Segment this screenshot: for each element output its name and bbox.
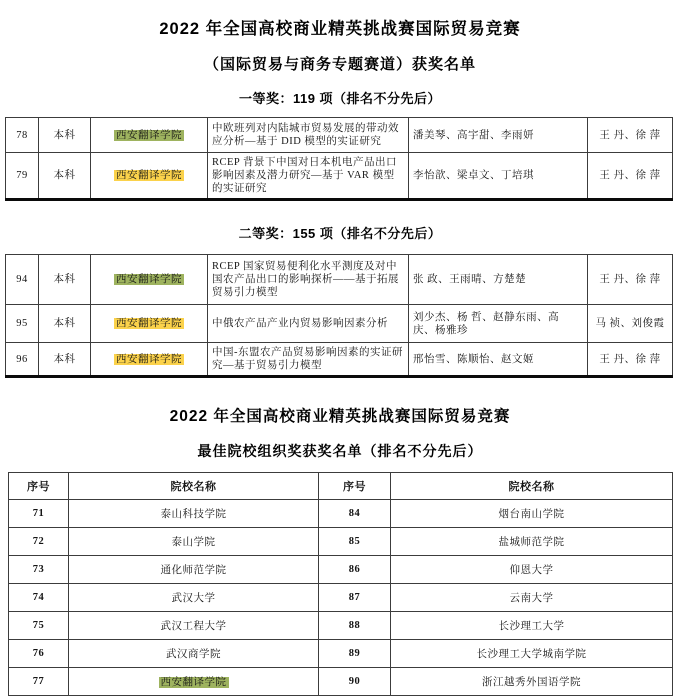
row-number: 73 [9,556,69,584]
track-subtitle: （国际贸易与商务专题赛道）获奖名单 [203,56,476,73]
school-name: 通化师范学院 [69,556,319,584]
row-number: 78 [6,118,39,153]
school-name-cell [91,153,208,200]
table-row [6,153,673,200]
school-name: 武汉商学院 [69,640,319,668]
school-name: 泰山科技学院 [69,500,319,528]
highlighted-school-name: 西安翻译学院 [116,129,182,141]
degree-level: 本科 [39,343,91,377]
table-row [9,612,673,640]
row-number: 75 [9,612,69,640]
table-row [9,640,673,668]
school-name: 长沙理工大学城南学院 [391,640,673,668]
school-name-cell [91,255,208,305]
table-row [9,556,673,584]
second-prize-table [5,254,673,378]
student-names: 张 政、王雨晴、方楚楚 [409,255,588,305]
competition-title: 2022 年全国高校商业精英挑战赛国际贸易竞赛 [159,20,521,38]
school-name-cell [91,305,208,343]
org-award-subtitle: 最佳院校组织奖获奖名单（排名不分先后） [197,443,483,459]
first-prize-heading: 一等奖：119 项（排名不分先后） [238,91,442,106]
table-row [6,343,673,377]
school-name: 烟台南山学院 [391,500,673,528]
row-number: 89 [319,640,391,668]
row-number: 96 [6,343,39,377]
row-number: 87 [319,584,391,612]
student-names: 潘美琴、高宇甜、李雨妍 [409,118,588,153]
school-name: 盐城师范学院 [391,528,673,556]
table-row [9,500,673,528]
column-header-no: 序号 [319,473,391,500]
school-name: 武汉大学 [69,584,319,612]
row-number: 76 [9,640,69,668]
student-names: 李怡歆、梁卓文、丁培琪 [409,153,588,200]
school-name-cell [91,118,208,153]
highlighted-school-name: 西安翻译学院 [116,318,182,329]
teacher-names: 王 丹、徐 萍 [588,255,673,305]
table-row [9,528,673,556]
degree-level: 本科 [39,153,91,200]
row-number: 90 [319,668,391,696]
school-name: 长沙理工大学 [391,612,673,640]
row-number: 71 [9,500,69,528]
project-title: 中国-东盟农产品贸易影响因素的实证研究—基于贸易引力模型 [208,343,409,377]
school-name: 武汉工程大学 [69,612,319,640]
project-title: RCEP 国家贸易便利化水平测度及对中国农产品出口的影响探析——基于拓展贸易引力模型 [208,255,409,305]
teacher-names: 王 丹、徐 萍 [588,153,673,200]
table-row [6,118,673,153]
teacher-names: 马 祯、刘俊霞 [588,305,673,343]
student-names: 邢怡雪、陈顺怡、赵文姬 [409,343,588,377]
school-name: 仰恩大学 [391,556,673,584]
degree-level: 本科 [39,118,91,153]
highlighted-school-name: 西安翻译学院 [116,353,182,365]
school-name: 泰山学院 [69,528,319,556]
row-number: 77 [9,668,69,696]
table-row [6,255,673,305]
table-row [6,305,673,343]
row-number: 88 [319,612,391,640]
teacher-names: 王 丹、徐 萍 [588,343,673,377]
student-names: 刘少杰、杨 哲、赵静东雨、高 庆、杨雅珍 [409,305,588,343]
degree-level: 本科 [39,305,91,343]
teacher-names: 王 丹、徐 萍 [588,118,673,153]
row-number: 94 [6,255,39,305]
org-award-table [8,472,673,696]
column-header-no: 序号 [9,473,69,500]
row-number: 86 [319,556,391,584]
table-header-row [9,473,673,500]
highlighted-school-name: 西安翻译学院 [160,677,227,688]
project-title: 中俄农产品产业内贸易影响因素分析 [208,305,409,343]
highlighted-school-name: 西安翻译学院 [116,170,182,181]
second-prize-heading: 二等奖：155 项（排名不分先后） [238,226,442,241]
row-number: 84 [319,500,391,528]
row-number: 79 [6,153,39,200]
column-header-school: 院校名称 [391,473,673,500]
school-name: 浙江越秀外国语学院 [391,668,673,696]
highlighted-school-name: 西安翻译学院 [116,274,182,285]
column-header-school: 院校名称 [69,473,319,500]
degree-level: 本科 [39,255,91,305]
project-title: 中欧班列对内陆城市贸易发展的带动效应分析—基于 DID 模型的实证研究 [208,118,409,153]
table-row [9,584,673,612]
table-row [9,668,673,696]
row-number: 95 [6,305,39,343]
row-number: 74 [9,584,69,612]
school-name-cell [69,668,319,696]
first-prize-table [5,117,673,201]
row-number: 85 [319,528,391,556]
school-name: 云南大学 [391,584,673,612]
school-name-cell [91,343,208,377]
project-title: RCEP 背景下中国对日本机电产品出口影响因素及潜力研究—基于 VAR 模型的实证研究 [208,153,409,200]
org-award-title: 2022 年全国高校商业精英挑战赛国际贸易竞赛 [169,408,511,425]
row-number: 72 [9,528,69,556]
